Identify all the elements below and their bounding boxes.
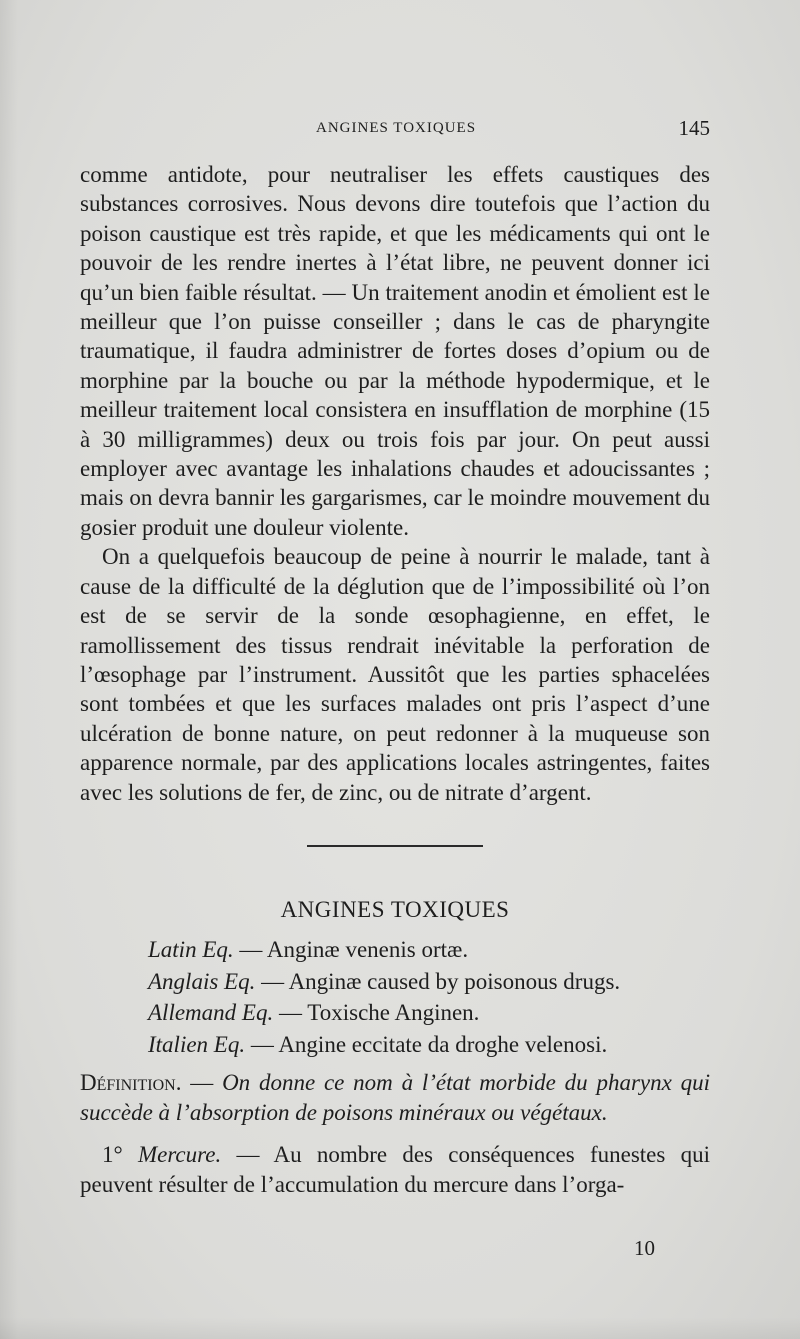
- page-header: [78, 116, 710, 146]
- equivalent-text: — Angine eccitate da droghe velenosi.: [250, 1031, 608, 1057]
- definition: [80, 1068, 710, 1128]
- running-title: ANGINES TOXIQUES: [316, 120, 477, 136]
- section-divider: [307, 845, 483, 847]
- item-number: 1°: [102, 1142, 123, 1168]
- paragraph-2: On a quelquefois beaucoup de peine à nourrir le malade, tant à cause de la difficulté de la déglution que de l’impossibilité où l’on est de se servir de la sonde œsophagienne, en effet, le ramollissement des tissus rendrait inévitable la perforation de l’œsophage par l’instrument. Aussitôt que les parties sphacelées sont tombées et que les surfaces malades ont pris l’aspect d’une ulcération de bonne nature, on peut redonner à la muqueuse son apparence normale, par des applications locales astringentes, faites avec les solutions de fer, de zinc, ou de nitrate d’argent.: [80, 544, 710, 805]
- language-equivalents: [148, 934, 710, 1060]
- equivalent-language: Allemand Eq.: [148, 1000, 274, 1026]
- equivalent-text: — Toxische Anginen.: [278, 1000, 480, 1026]
- equivalent-language: Anglais Eq.: [148, 968, 256, 994]
- definition-text: On donne ce nom à l’état morbide du pharynx qui succède à l’absorption de poisons minéraux ou végétaux.: [80, 1070, 710, 1126]
- equivalent-text: — Anginæ caused by poisonous drugs.: [261, 968, 621, 994]
- equivalent-italien: [148, 1029, 710, 1061]
- equivalent-allemand: [148, 997, 710, 1029]
- mercure-paragraph: [80, 1140, 710, 1199]
- main-text: [80, 160, 710, 1199]
- equivalent-language: Italien Eq.: [148, 1031, 246, 1057]
- page-number: 145: [678, 116, 710, 140]
- signature-mark: 10: [634, 1236, 655, 1260]
- definition-label: Définition.: [80, 1070, 182, 1096]
- equivalent-language: Latin Eq.: [148, 937, 234, 963]
- section-title: ANGINES TOXIQUES: [280, 896, 510, 922]
- equivalent-text: — Anginæ venenis ortæ.: [239, 937, 469, 963]
- scan-edge-shadow: [0, 0, 18, 1339]
- definition-dash: —: [181, 1070, 223, 1096]
- item-title: Mercure.: [137, 1142, 222, 1168]
- equivalent-latin: [148, 934, 710, 966]
- paragraph-1: comme antidote, pour neutraliser les effets caustiques des substances corrosives. Nous devons dire toutefois que l’action du poison caustique est très rapide, et que les médicaments qui ont le pouvoir de les rendre inertes à l’état libre, ne peuvent donner ici qu’un bien faible résultat. — Un traitement anodin et émolient est le meilleur que l’on puisse conseiller ; dans le cas de pharyngite traumatique, il faudra administrer de fortes doses d’opium ou de morphine par la bouche ou par la méthode hypodermique, et le meilleur traitement local consistera en insufflation de morphine (15 à 30 milligrammes) deux ou trois fois par jour. On peut aussi employer avec avantage les inhalations chaudes et adoucissantes ; mais on devra bannir les gargarismes, car le moindre mouvement du gosier produit une douleur violente.: [80, 162, 710, 540]
- equivalent-anglais: [148, 966, 710, 998]
- item-text: — Au nombre des conséquences funestes qui peuvent résulter de l’accumulation du mercure dans l’orga-: [80, 1142, 710, 1197]
- scan-bottom-shadow: [0, 1317, 800, 1339]
